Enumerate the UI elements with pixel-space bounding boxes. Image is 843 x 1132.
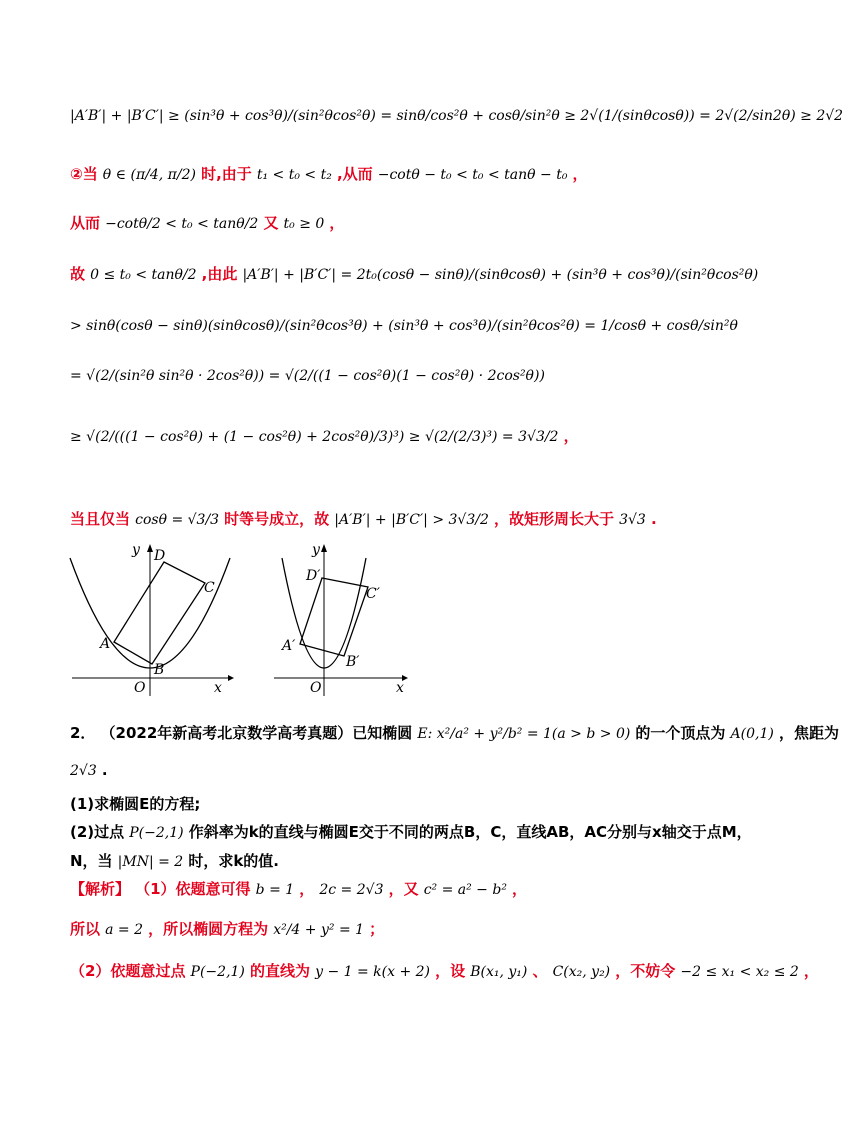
t0-nonneg: t₀ ≥ 0	[283, 216, 325, 232]
problem-text-focal: ，焦距为	[778, 724, 839, 742]
mn-condition: |MN| = 2	[117, 854, 184, 870]
punct: ，	[572, 165, 588, 183]
rectangle-abcd-prime	[300, 578, 368, 656]
text-perimeter: ，故矩形周长大于	[493, 510, 614, 528]
q2-text-c: N，当	[70, 852, 113, 870]
punct: .	[650, 510, 657, 528]
c-value: 2c = 2√3	[319, 882, 384, 898]
point-p: P(−2,1)	[129, 825, 184, 841]
c-squared: c² = a² − b²	[423, 882, 507, 898]
vertex-a: A(0,1)	[730, 726, 774, 742]
figure-right	[270, 538, 420, 698]
case-2-label: ②当	[70, 165, 98, 183]
text-also: 又	[263, 214, 279, 232]
a-value: a = 2	[105, 922, 143, 938]
point-p-sol: P(−2,1)	[190, 964, 245, 980]
label-y: y	[132, 542, 140, 558]
label-d: D	[154, 548, 166, 564]
s3-text-c: ，设	[435, 962, 466, 980]
punct: ，	[563, 427, 579, 445]
question-2-cont	[70, 850, 279, 871]
focal-length: 2√3	[70, 763, 97, 779]
x-order: −2 ≤ x₁ < x₂ ≤ 2	[680, 964, 799, 980]
label-d-prime: D′	[306, 568, 321, 584]
figure-left	[68, 538, 238, 698]
sum-expression: |A′B′| + |B′C′| = 2t₀(cosθ − sinθ)/(sinθcosθ) + (sin³θ + cos³θ)/(sin²θcos²θ)	[242, 267, 759, 283]
s2-text-b: ，所以椭圆方程为	[148, 920, 269, 938]
ellipse-equation: E: x²/a² + y²/b² = 1(a > b > 0)	[417, 726, 631, 742]
math-line-4	[70, 263, 758, 284]
math-line-5: > sinθ(cosθ − sinθ)(sinθcosθ)/(sin²θcos³θ) + (sin³θ + cos³θ)/(sin²θcos²θ) = 1/cosθ + cosθ/sin²θ	[70, 318, 738, 334]
cos-equality: cosθ = √3/3	[135, 512, 220, 528]
y-axis-arrow-icon	[147, 544, 153, 552]
label-a: A	[100, 636, 111, 652]
solution-tag: 【解析】	[70, 880, 131, 898]
text-equality-holds: 时等号成立，故	[224, 510, 330, 528]
solution-line-1	[70, 878, 527, 899]
x-axis-arrow-icon	[228, 675, 234, 681]
punct: ；	[369, 920, 385, 938]
label-b-prime: B′	[346, 654, 360, 670]
point-c: C(x₂, y₂)	[552, 964, 611, 980]
question-1: (1)求椭圆E的方程;	[70, 795, 201, 813]
s1-text-b: ，又	[388, 880, 419, 898]
label-o: O	[310, 680, 322, 696]
s3-text-e: ，不妨令	[615, 962, 676, 980]
cot-tan-inequality: −cotθ − t₀ < t₀ < tanθ − t₀	[377, 167, 568, 183]
label-c-prime: C′	[366, 586, 380, 602]
math-line-8	[70, 508, 657, 529]
t-inequality: t₁ < t₀ < t₂	[256, 167, 332, 183]
b-value: b = 1	[255, 882, 295, 898]
text-therefore: ,由此	[201, 265, 238, 283]
label-o: O	[134, 680, 146, 696]
text-thus-2: 从而	[70, 214, 101, 232]
punct: ，	[512, 880, 528, 898]
label-a-prime: A′	[282, 638, 296, 654]
math-line-3	[70, 212, 344, 233]
math-line-1: |A′B′| + |B′C′| ≥ (sin³θ + cos³θ)/(sin²θcos²θ) = sinθ/cos²θ + cosθ/sin²θ ≥ 2√(1/(sinθcosθ)) = 2√(2/sin2θ) ≥ 2√2	[70, 108, 843, 124]
q2-text-a: (2)过点	[70, 823, 125, 841]
math-line-6: = √(2/(sin²θ sin²θ · 2cos²θ)) = √(2/((1 − cos²θ)(1 − cos²θ) · 2cos²θ))	[70, 368, 545, 384]
text-thus: ,从而	[336, 165, 373, 183]
q2-text-b: 作斜率为k的直线与椭圆E交于不同的两点B，C，直线AB，AC分别与x轴交于点M，	[188, 823, 752, 841]
punct: ，	[329, 214, 345, 232]
t0-range: 0 ≤ t₀ < tanθ/2	[90, 267, 197, 283]
solution-line-2	[70, 918, 384, 939]
math-line-7	[70, 425, 579, 446]
label-x: x	[396, 680, 404, 696]
y-axis-arrow-icon	[321, 544, 327, 552]
t0-bounds: −cotθ/2 < t₀ < tanθ/2	[105, 216, 259, 232]
s1-text-a: （1）依题意可得	[135, 880, 251, 898]
punct: 、	[532, 962, 548, 980]
solution-line-3	[70, 960, 819, 981]
punct: ，	[299, 880, 315, 898]
problem-number: 2．	[70, 724, 96, 742]
rectangle-abcd	[114, 562, 205, 664]
question-2	[70, 821, 752, 842]
problem-text: 的一个顶点为	[635, 724, 726, 742]
problem-source: （2022年新高考北京数学高考真题）已知椭圆	[100, 724, 413, 742]
problem-2-header	[70, 722, 839, 743]
point-b: B(x₁, y₁)	[470, 964, 528, 980]
problem-2-focal	[70, 760, 108, 779]
line-equation: y − 1 = k(x + 2)	[315, 964, 431, 980]
s3-text-b: 的直线为	[249, 962, 310, 980]
s2-text-a: 所以	[70, 920, 101, 938]
perimeter-value: 3√3	[619, 512, 646, 528]
q2-text-d: 时，求k的值.	[188, 852, 279, 870]
punct: .	[101, 761, 108, 779]
label-b: B	[154, 662, 165, 678]
punct: ，	[803, 962, 819, 980]
text-iff: 当且仅当	[70, 510, 131, 528]
ellipse-result: x²/4 + y² = 1	[273, 922, 365, 938]
s3-text-a: （2）依题意过点	[70, 962, 186, 980]
strict-bound: |A′B′| + |B′C′| > 3√3/2	[334, 512, 489, 528]
label-x: x	[214, 680, 222, 696]
label-c: C	[204, 580, 215, 596]
label-y: y	[312, 542, 320, 558]
theta-range: θ ∈ (π/4, π/2)	[102, 167, 196, 183]
text-since: 时,由于	[201, 165, 252, 183]
text-hence: 故	[70, 265, 86, 283]
am-gm-bound: ≥ √(2/(((1 − cos²θ) + (1 − cos²θ) + 2cos²θ)/3)³) ≥ √(2/(2/3)³) = 3√3/2	[70, 429, 559, 445]
math-line-2	[70, 163, 588, 184]
